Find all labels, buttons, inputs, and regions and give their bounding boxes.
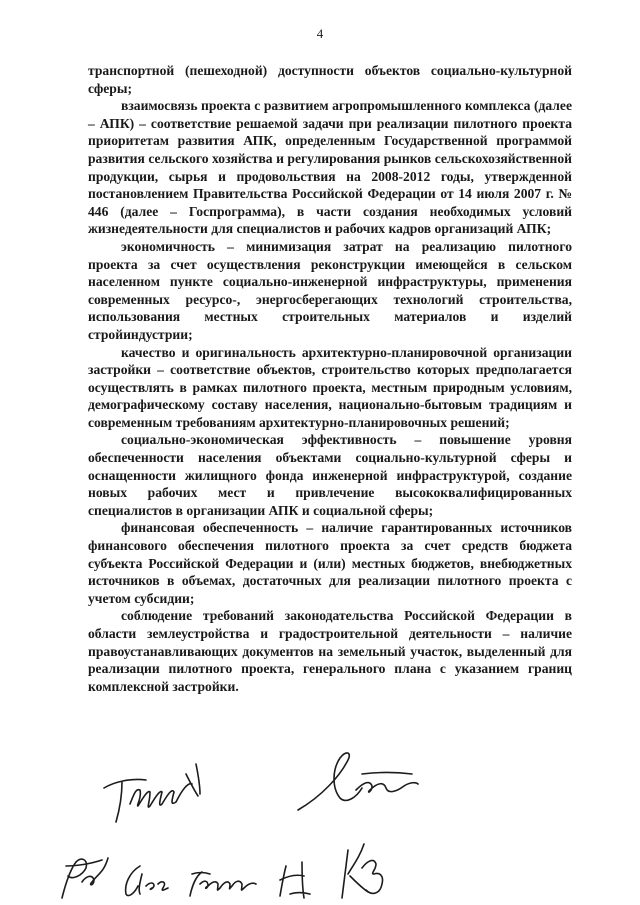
signature-2 (292, 746, 422, 816)
paragraph-legal-compliance: соблюдение требований законодательства Российской Федерации в области землеустройства и градостроительной деятельности – наличие правоустанавливающих документов на земельный участок, выделенный для реализации пилотного проекта, генерального плана с указанием границ комплексной застройки. (88, 608, 572, 694)
paragraph-apk-relation: взаимосвязь проекта с развитием агропромышленного комплекса (далее – АПК) – соответствие решаемой задачи при реализации пилотного проекта приоритетам развития АПК, определенным Государственной программой развития сельского хозяйства и регулирования рынков сельскохозяйственной продукции, сырья и продовольствия на 2008-2012 годы, утвержденной постановлением Правительства Российской Федерации от 14 июля 2007 г. № 446 (далее – Госпрограмма), в части создания необходимых условий жизнедеятельности для специалистов и рабочих кадров организаций АПК; (88, 98, 572, 237)
paragraph-socio-economic-efficiency: социально-экономическая эффективность – повышение уровня обеспеченности населения объектами социально-культурной сферы и оснащенности жилищного фонда инженерной инфраструктурой, создание новых рабочих мест и привлечение высококвалифицированных специалистов в организации АПК и социальной сферы; (88, 432, 572, 518)
signature-5 (186, 866, 260, 900)
signature-6 (272, 854, 316, 902)
paragraph-transport-continuation: транспортной (пешеходной) доступности объектов социально-культурной сферы; (88, 63, 572, 96)
paragraph-quality: качество и оригинальность архитектурно-планировочной организации застройки – соответствие объектов, строительство которых предполагается осуществлять в рамках пилотного проекта, местным природным условиям, демографическому составу населения, национально-бытовым традициям и современным требованиям архитектурно-планировочных решений; (88, 344, 572, 430)
document-body (88, 62, 572, 695)
paragraph-financial-provision: финансовая обеспеченность – наличие гарантированных источников финансового обеспечения пилотного проекта за счет средств бюджета субъекта Российской Федерации и (или) местных бюджетов, внебюджетных источников в объемах, достаточных для реализации пилотного проекта с учетом субсидии; (88, 520, 572, 606)
signature-1 (100, 760, 210, 830)
paragraph-economy: экономичность – минимизация затрат на реализацию пилотного проекта за счет осуществления реконструкции имеющейся в сельском населенном пункте социально-инженерной инфраструктуры, применения современных ресурсо-, энергосберегающих технологий строительства, использования местных строительных материалов и изделий стройиндустрии; (88, 238, 572, 342)
page-number: 4 (316, 26, 324, 41)
signatures-area (0, 740, 640, 905)
signature-3 (56, 852, 116, 902)
signature-7 (332, 838, 392, 904)
signature-4 (118, 860, 174, 900)
